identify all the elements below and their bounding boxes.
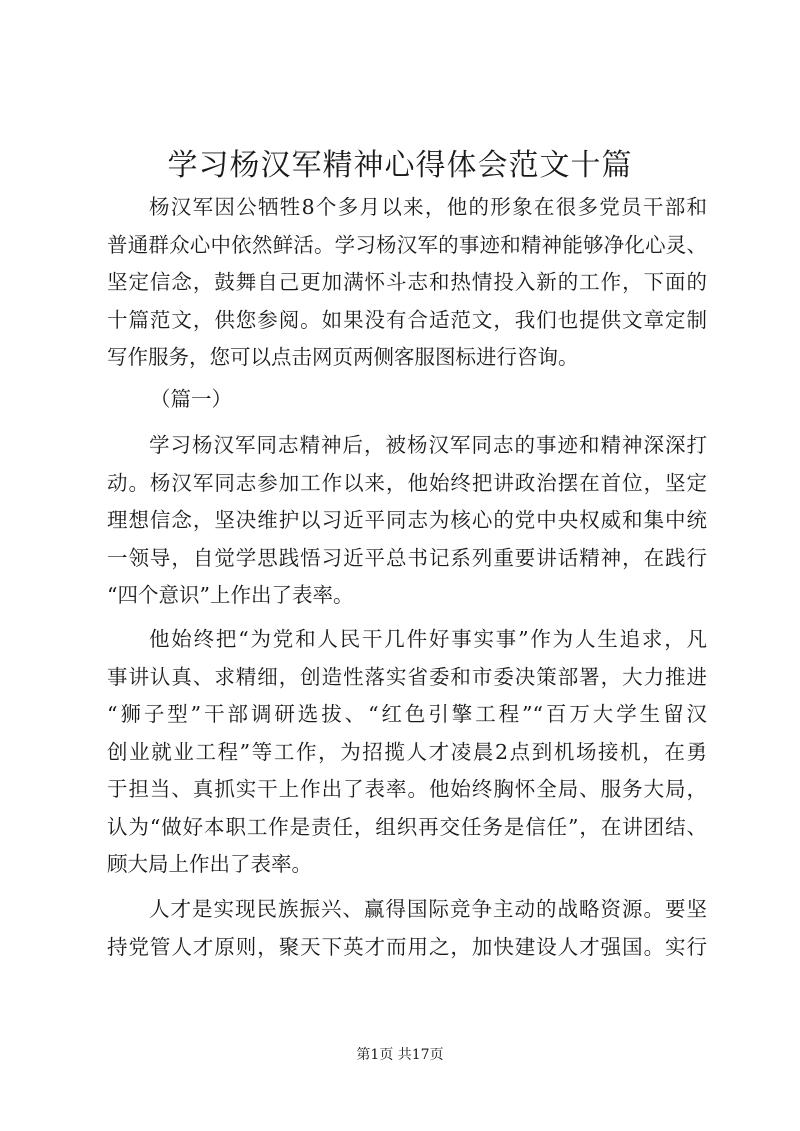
body-paragraph-1	[107, 427, 707, 615]
body-paragraph-2	[107, 621, 707, 884]
text-line: 普通群众心中依然鲜活。学习杨汉军的事迹和精神能够净化心灵、	[107, 232, 707, 257]
text-line: “狮子型”干部调研选拔、“红色引擎工程”“百万大学生留汉	[107, 702, 707, 726]
text-line: 人才是实现民族振兴、赢得国际竞争主动的战略资源。要坚	[149, 897, 707, 921]
text-line: “四个意识”上作出了表率。	[107, 583, 354, 607]
text-line: 杨汉军因公牺牲8个多月以来，他的形象在很多党员干部和	[149, 195, 707, 219]
text-line: 于担当、真抓实干上作出了表率。他始终胸怀全局、服务大局，	[107, 777, 707, 801]
text-line: 十篇范文，供您参阅。如果没有合适范文，我们也提供文章定制	[107, 307, 707, 332]
text-line: 动。杨汉军同志参加工作以来，他始终把讲政治摆在首位，坚定	[107, 470, 707, 495]
text-line: 持党管人才原则，聚天下英才而用之，加快建设人才强国。实行	[107, 934, 707, 959]
section-heading	[150, 381, 750, 419]
text-line: 顾大局上作出了表率。	[107, 852, 312, 876]
text-line: 创业就业工程”等工作，为招揽人才凌晨2点到机场接机，在勇	[107, 739, 707, 764]
body-paragraph-3	[107, 891, 707, 966]
text-line: 坚定信念，鼓舞自己更加满怀斗志和热情投入新的工作，下面的	[107, 270, 707, 294]
text-line: 理想信念，坚决维护以习近平同志为核心的党中央权威和集中统	[107, 508, 707, 532]
text-line: （篇一）	[150, 387, 232, 411]
text-line: 学习杨汉军同志精神后，被杨汉军同志的事迹和精神深深打	[149, 433, 707, 457]
page-number: 第1页 共17页	[356, 1047, 444, 1063]
text-line: 事讲认真、求精细，创造性落实省委和市委决策部署，大力推进	[107, 664, 707, 689]
document-title: 学习杨汉军精神心得体会范文十篇	[167, 148, 633, 183]
text-line: 认为“做好本职工作是责任，组织再交任务是信任”，在讲团结、	[107, 814, 707, 839]
text-line: 写作服务，您可以点击网页两侧客服图标进行咨询。	[107, 345, 579, 369]
text-line: 一领导，自觉学思践悟习近平总书记系列重要讲话精神，在践行	[107, 545, 707, 570]
intro-paragraph	[107, 189, 707, 377]
text-line: 他始终把“为党和人民干几件好事实事”作为人生追求，凡	[149, 627, 707, 651]
